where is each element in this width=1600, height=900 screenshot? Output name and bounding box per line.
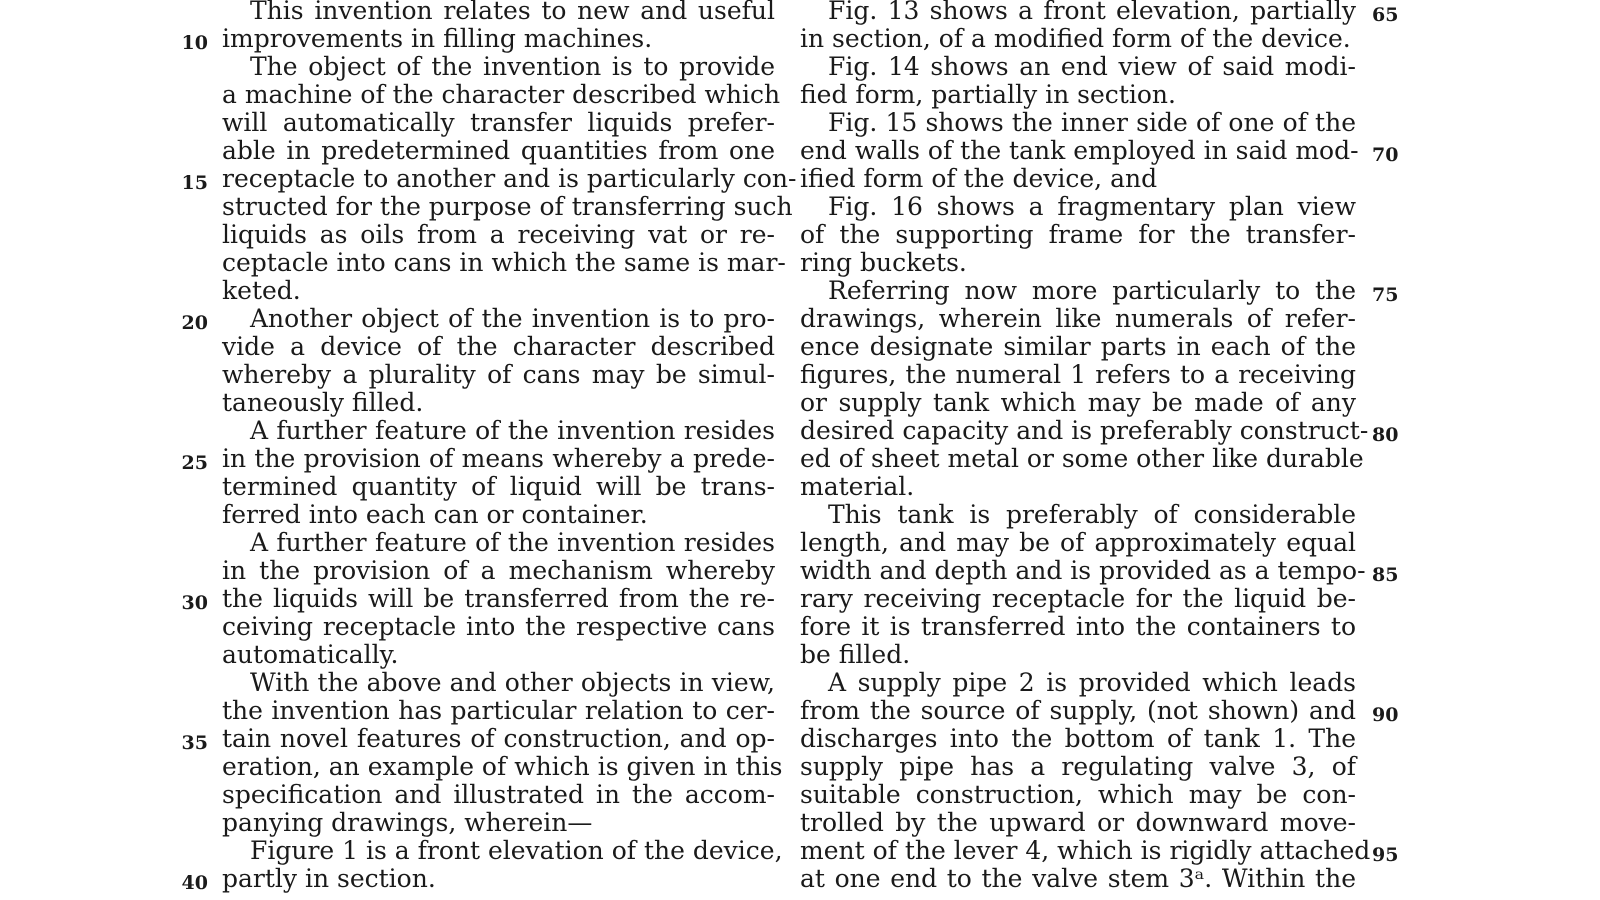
text-line: width and depth and is provided as a tempo- bbox=[800, 556, 1366, 585]
text-line: A supply pipe 2 is provided which leads bbox=[828, 668, 1356, 697]
text-line: automatically. bbox=[222, 640, 399, 669]
text-line: drawings, wherein like numerals of refer- bbox=[800, 304, 1356, 333]
text-line: ferred into each can or container. bbox=[222, 500, 648, 529]
text-line: termined quantity of liquid will be trans- bbox=[222, 472, 775, 501]
text-line: ceptacle into cans in which the same is mar- bbox=[222, 248, 786, 277]
text-line: The object of the invention is to provide bbox=[250, 52, 775, 81]
text-line: fied form, partially in section. bbox=[800, 80, 1176, 109]
text-line: figures, the numeral 1 refers to a receiving bbox=[800, 360, 1356, 389]
text-line: at one end to the valve stem 3ᵃ. Within the bbox=[800, 864, 1356, 893]
margin-line-number: 40 bbox=[181, 872, 208, 894]
text-line: keted. bbox=[222, 276, 301, 305]
text-line: structed for the purpose of transferring such bbox=[222, 192, 793, 221]
text-line: Figure 1 is a front elevation of the device, bbox=[250, 836, 783, 865]
text-line: discharges into the bottom of tank 1. The bbox=[800, 724, 1356, 753]
margin-line-number: 80 bbox=[1372, 424, 1399, 446]
margin-line-number: 65 bbox=[1372, 4, 1399, 26]
margin-line-number: 30 bbox=[181, 592, 208, 614]
text-line: receptacle to another and is particularly con- bbox=[222, 164, 797, 193]
text-line: Fig. 14 shows an end view of said modi- bbox=[828, 52, 1356, 81]
text-line: Fig. 15 shows the inner side of one of the bbox=[828, 108, 1356, 137]
text-line: ed of sheet metal or some other like durable bbox=[800, 444, 1364, 473]
margin-line-number: 35 bbox=[181, 732, 208, 754]
text-line: desired capacity and is preferably construct- bbox=[800, 416, 1369, 445]
text-line: or supply tank which may be made of any bbox=[800, 388, 1356, 417]
text-line: a machine of the character described which bbox=[222, 80, 781, 109]
text-line: from the source of supply, (not shown) and bbox=[800, 696, 1356, 725]
text-line: able in predetermined quantities from one bbox=[222, 136, 775, 165]
text-line: in the provision of a mechanism whereby bbox=[222, 556, 775, 585]
margin-line-number: 20 bbox=[181, 312, 208, 334]
text-line: ified form of the device, and bbox=[800, 164, 1158, 193]
text-line: whereby a plurality of cans may be simul- bbox=[222, 360, 775, 389]
text-line: ment of the lever 4, which is rigidly attached bbox=[800, 836, 1371, 865]
text-line: length, and may be of approximately equal bbox=[800, 528, 1356, 557]
margin-line-number: 95 bbox=[1372, 844, 1399, 866]
text-line: With the above and other objects in view, bbox=[250, 668, 775, 697]
left-text-column bbox=[222, 0, 797, 893]
text-line: ence designate similar parts in each of the bbox=[800, 332, 1356, 361]
text-line: Another object of the invention is to pro- bbox=[250, 304, 775, 333]
margin-line-number: 10 bbox=[181, 32, 208, 54]
margin-line-number: 15 bbox=[181, 172, 208, 194]
text-line: in the provision of means whereby a prede- bbox=[222, 444, 775, 473]
margin-line-number: 70 bbox=[1372, 144, 1399, 166]
text-line: specification and illustrated in the accom- bbox=[222, 780, 775, 809]
text-line: be filled. bbox=[800, 640, 911, 669]
text-line: supply pipe has a regulating valve 3, of bbox=[800, 752, 1356, 781]
text-line: of the supporting frame for the transfer- bbox=[800, 220, 1356, 249]
text-line: This invention relates to new and useful bbox=[250, 0, 775, 25]
text-line: will automatically transfer liquids prefer- bbox=[222, 108, 775, 137]
text-line: eration, an example of which is given in this bbox=[222, 752, 783, 781]
text-line: rary receiving receptacle for the liquid be- bbox=[800, 584, 1356, 613]
text-line: tain novel features of construction, and op- bbox=[222, 724, 775, 753]
text-line: Referring now more particularly to the bbox=[828, 276, 1356, 305]
text-line: taneously filled. bbox=[222, 388, 424, 417]
text-line: liquids as oils from a receiving vat or re- bbox=[222, 220, 775, 249]
text-line: improvements in filling machines. bbox=[222, 24, 653, 53]
text-line: in section, of a modified form of the device. bbox=[800, 24, 1351, 53]
margin-line-number: 85 bbox=[1372, 564, 1399, 586]
text-line: panying drawings, wherein— bbox=[222, 808, 593, 837]
text-line: the liquids will be transferred from the re- bbox=[222, 584, 775, 613]
text-line: Fig. 13 shows a front elevation, partially bbox=[828, 0, 1356, 25]
text-line: A further feature of the invention resides bbox=[250, 416, 775, 445]
text-line: material. bbox=[800, 472, 915, 501]
text-line: vide a device of the character described bbox=[222, 332, 775, 361]
text-line: This tank is preferably of considerable bbox=[828, 500, 1356, 529]
text-line: end walls of the tank employed in said mod- bbox=[800, 136, 1359, 165]
text-line: ring buckets. bbox=[800, 248, 967, 277]
margin-line-number: 25 bbox=[181, 452, 208, 474]
text-line: the invention has particular relation to cer- bbox=[222, 696, 775, 725]
text-line: ceiving receptacle into the respective cans bbox=[222, 612, 775, 641]
text-line: Fig. 16 shows a fragmentary plan view bbox=[828, 192, 1356, 221]
text-line: partly in section. bbox=[222, 864, 436, 893]
right-text-column bbox=[800, 0, 1371, 893]
text-line: trolled by the upward or downward move- bbox=[800, 808, 1356, 837]
margin-line-number: 90 bbox=[1372, 704, 1399, 726]
margin-line-number: 75 bbox=[1372, 284, 1399, 306]
text-line: suitable construction, which may be con- bbox=[800, 780, 1356, 809]
text-line: A further feature of the invention resides bbox=[250, 528, 775, 557]
text-line: fore it is transferred into the containers to bbox=[800, 612, 1356, 641]
